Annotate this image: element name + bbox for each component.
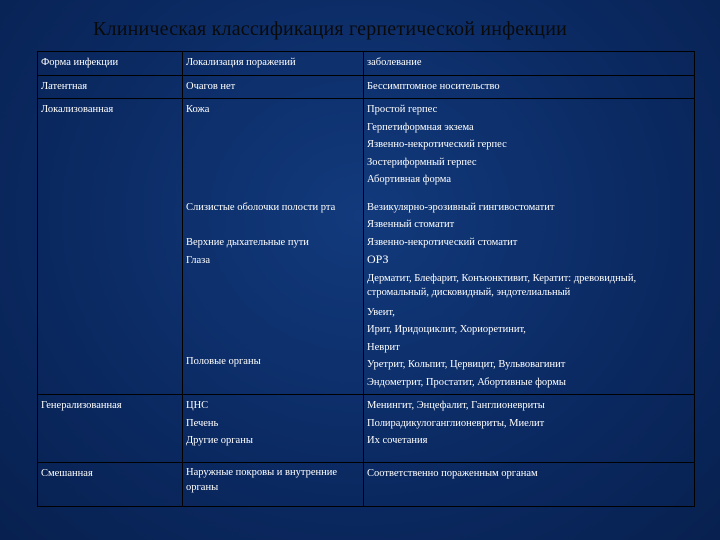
disease-item: Увеит, xyxy=(367,306,395,318)
table-row-mixed xyxy=(38,462,695,506)
disease-item: Полирадикулоганглионевриты, Миелит xyxy=(367,417,545,429)
loc-mucosa: Слизистые оболочки полости рта xyxy=(186,201,336,213)
loc-item: ЦНС xyxy=(186,400,209,411)
disease-item: ОРЗ xyxy=(367,252,389,266)
disease-item: Их сочетания xyxy=(367,435,428,446)
form-generalized: Генерализованная xyxy=(38,395,183,463)
disease-generalized xyxy=(364,395,695,463)
loc-latent: Очагов нет xyxy=(183,75,364,99)
form-latent: Латентная xyxy=(38,75,183,99)
loc-skin: Кожа xyxy=(186,104,210,115)
header-localization: Локализация поражений xyxy=(183,52,364,76)
loc-generalized xyxy=(183,395,364,463)
loc-item: Печень xyxy=(186,417,219,429)
table-row-generalized xyxy=(38,395,695,463)
disease-latent: Бессимптомное носительство xyxy=(364,75,695,99)
disease-item: Язвенно-некротический герпес xyxy=(367,139,507,150)
loc-localized xyxy=(183,99,364,395)
disease-mixed: Соответственно пораженным органам xyxy=(364,462,695,506)
page-title: Клиническая классификация герпетической инфекции xyxy=(92,18,568,40)
disease-item: Везикулярно-эрозивный гингивостоматит xyxy=(367,201,555,213)
table-row-localized xyxy=(38,99,695,395)
loc-item: Другие органы xyxy=(186,435,253,446)
table-header-row xyxy=(38,52,695,76)
disease-item: Герпетиформная экзема xyxy=(367,121,474,133)
loc-mixed: Наружные покровы и внутренние органы xyxy=(183,462,364,506)
disease-item: Ирит, Иридоциклит, Хориоретинит, xyxy=(367,324,526,335)
disease-localized xyxy=(364,99,695,395)
disease-item: Язвенно-некротический стоматит xyxy=(367,236,518,248)
disease-item: Эндометрит, Простатит, Абортивные формы xyxy=(367,376,566,388)
header-disease: заболевание xyxy=(364,52,695,76)
loc-airways: Верхние дыхательные пути xyxy=(186,237,309,248)
header-form: Форма инфекции xyxy=(38,52,183,76)
disease-item: Простой герпес xyxy=(367,104,438,115)
form-localized: Локализованная xyxy=(38,99,183,395)
disease-item: Язвенный стоматит xyxy=(367,219,455,230)
loc-eyes: Глаза xyxy=(186,254,210,266)
form-mixed: Смешанная xyxy=(38,462,183,506)
disease-item: Дерматит, Блефарит, Конъюнктивит, Кератит: древовидный, стромальный, дисковидный, эндотелиальный xyxy=(367,272,637,298)
disease-item: Неврит xyxy=(367,341,400,353)
loc-genital: Половые органы xyxy=(186,356,261,367)
disease-item: Менингит, Энцефалит, Ганглионевриты xyxy=(367,400,545,411)
disease-item: Уретрит, Кольпит, Цервицит, Вульвовагинит xyxy=(367,359,566,370)
disease-item: Абортивная форма xyxy=(367,174,452,185)
table-row-latent xyxy=(38,75,695,99)
disease-item: Зостериформный герпес xyxy=(367,156,477,168)
classification-table xyxy=(37,51,695,507)
